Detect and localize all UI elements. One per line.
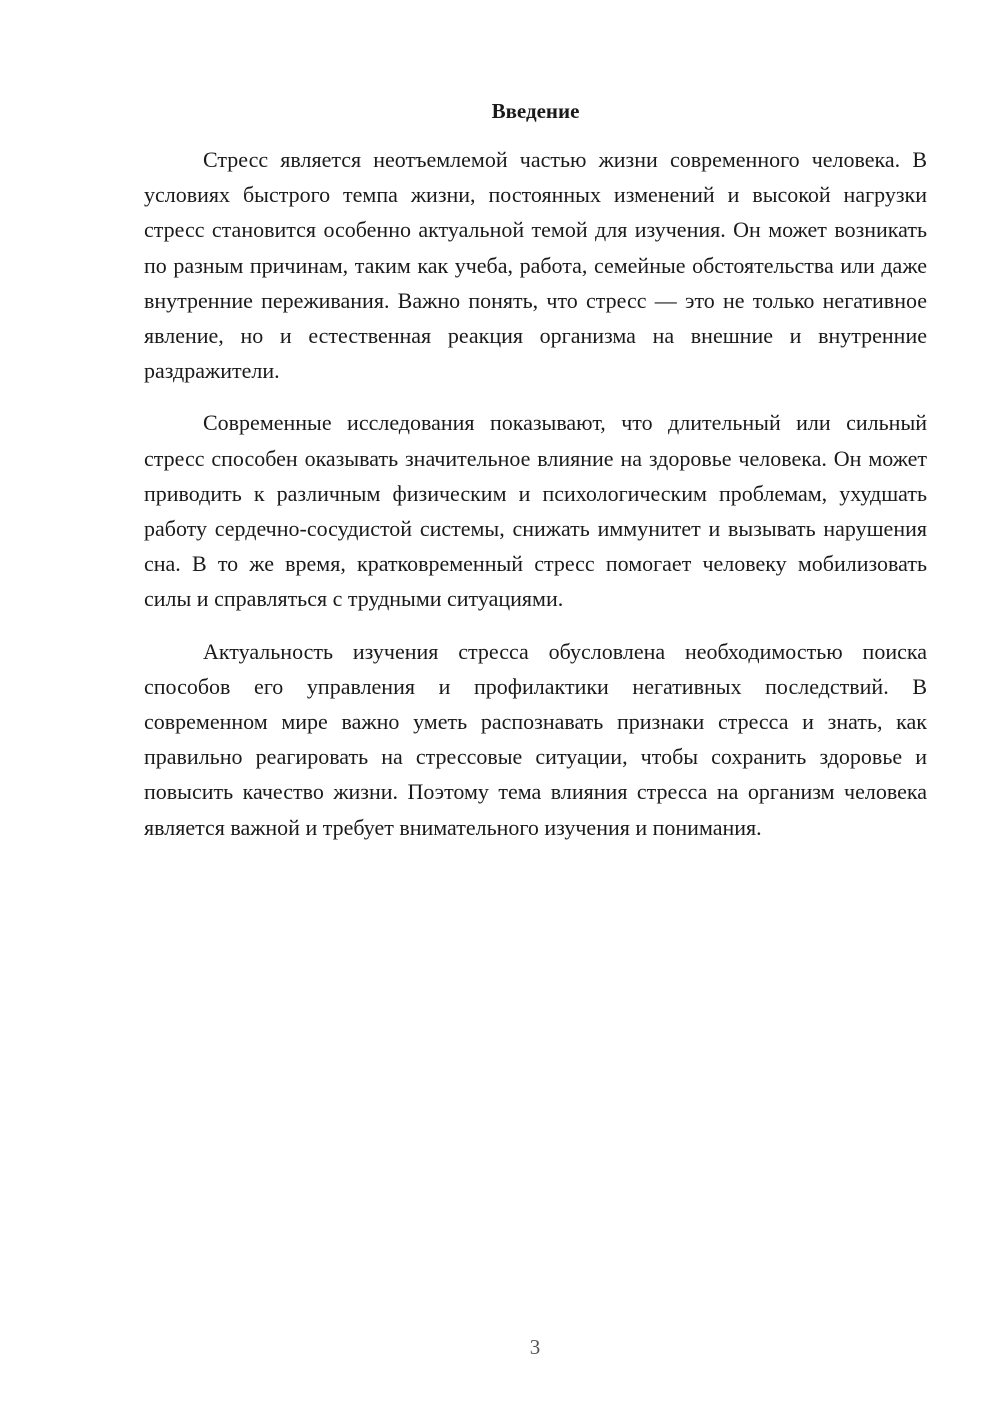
paragraph-2: Современные исследования показывают, что длительный или сильный стресс способен оказывать значительное влияние на здоровье человека. Он может приводить к различным физическим и психологическим проблемам, ухудшать работу сердечно-сосудистой системы, снижать иммунитет и вызывать нарушения сна. В то же время, кратковременный стресс помогает человеку мобилизовать силы и справляться с трудными ситуациями.	[144, 410, 927, 612]
body-text	[144, 142, 927, 862]
paragraph-1: Стресс является неотъемлемой частью жизни современного человека. В условиях быстрого темпа жизни, постоянных изменений и высокой нагрузки стресс становится особенно актуальной темой для изучения. Он может возникать по разным причинам, таким как учеба, работа, семейные обстоятельства или даже внутренние переживания. Важно понять, что стресс — это не только негативное явление, но и естественная реакция организма на внешние и внутренние раздражители.	[144, 147, 927, 384]
paragraph-3: Актуальность изучения стресса обусловлена необходимостью поиска способов его управления и профилактики негативных последствий. В современном мире важно уметь распознавать признаки стресса и знать, как правильно реагировать на стрессовые ситуации, чтобы сохранить здоровье и повысить качество жизни. Поэтому тема влияния стресса на организм человека является важной и требует внимательного изучения и понимания.	[144, 638, 927, 840]
section-title: Введение	[491, 99, 580, 123]
page-number: 3	[529, 1335, 541, 1359]
